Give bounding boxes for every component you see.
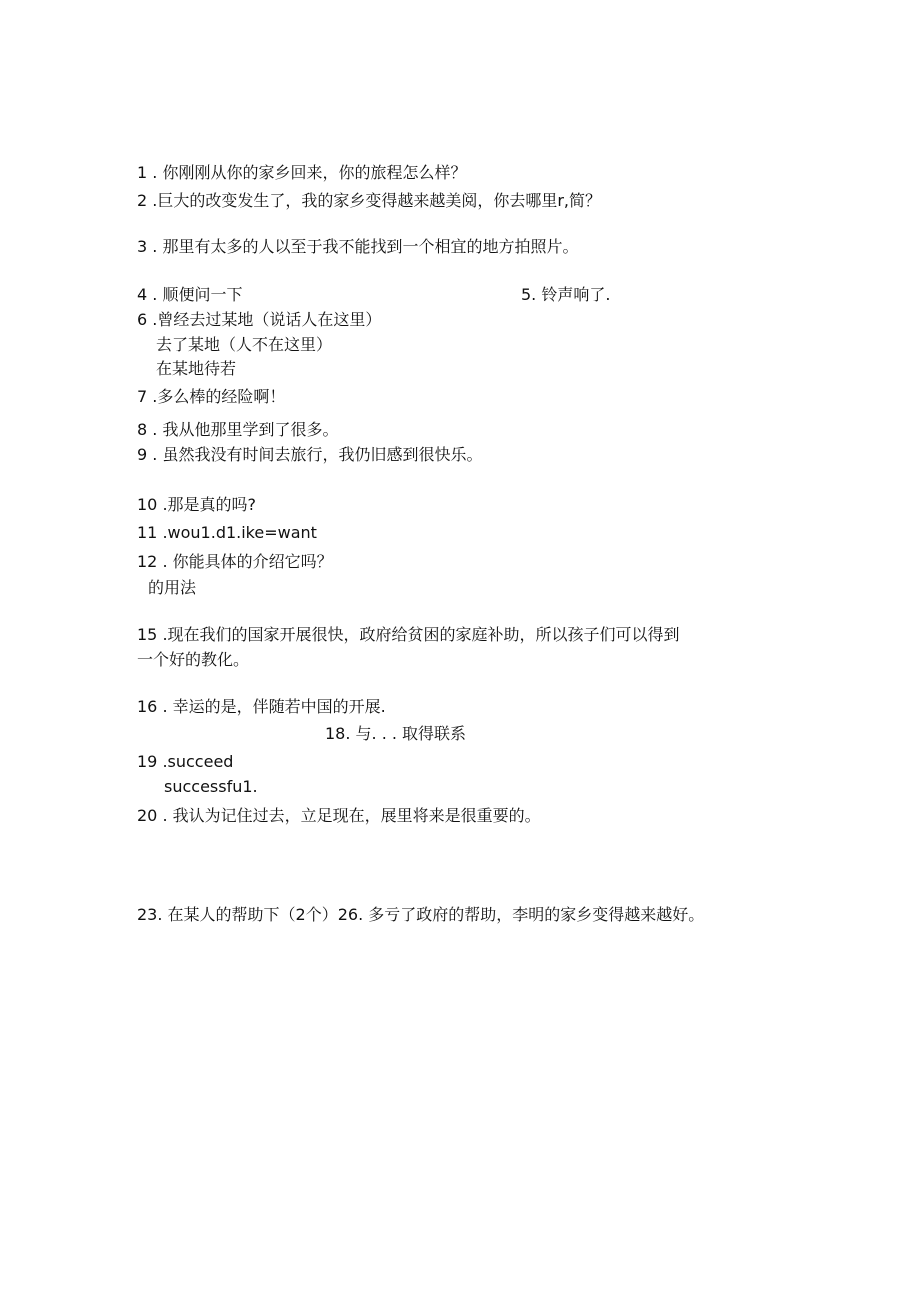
sentence-19-sub: successfu1.: [164, 777, 258, 796]
sentence-8: 8 . 我从他那里学到了很多。: [137, 420, 339, 439]
sentence-19: 19 .succeed: [137, 752, 234, 771]
sentence-12-sub: 的用法: [148, 578, 197, 597]
sentence-23-26: 23. 在某人的帮助下（2个）26. 多亏了政府的帮助，李明的家乡变得越来越好。: [137, 905, 705, 924]
sentence-9: 9 . 虽然我没有时间去旅行，我仍旧感到很快乐。: [137, 445, 483, 464]
sentence-6-sub-2: 在某地待若: [156, 359, 237, 378]
sentence-16: 16 . 幸运的是，伴随若中国的开展.: [137, 697, 386, 716]
sentence-3: 3 . 那里有太多的人以至于我不能找到一个相宜的地方拍照片。: [137, 237, 579, 256]
sentence-1: 1 . 你刚刚从你的家乡回来，你的旅程怎么样？: [137, 163, 467, 182]
sentence-15: 15 .现在我们的国家开展很快，政府给贫困的家庭补助，所以孩子们可以得到: [137, 625, 680, 644]
sentence-11: 11 .wou1.d1.ike=want: [137, 523, 317, 542]
sentence-5: 5. 铃声响了.: [521, 285, 611, 304]
sentence-15-cont: 一个好的教化。: [137, 650, 250, 669]
sentence-7: 7 .多么棒的经险啊！: [137, 387, 286, 406]
sentence-6-sub-1: 去了某地（人不在这里）: [156, 335, 333, 354]
sentence-20: 20 . 我认为记住过去，立足现在，展里将来是很重要的。: [137, 806, 541, 825]
sentence-10: 10 .那是真的吗?: [137, 495, 257, 514]
sentence-18: 18. 与. . . 取得联系: [325, 724, 467, 743]
sentence-6: 6 .曾经去过某地（说话人在这里）: [137, 310, 382, 329]
sentence-4: 4 . 顺便问一下: [137, 285, 243, 304]
sentence-2: 2 .巨大的改变发生了，我的家乡变得越来越美阅，你去哪里r,简？: [137, 191, 602, 210]
sentence-12: 12 . 你能具体的介绍它吗？: [137, 552, 333, 571]
